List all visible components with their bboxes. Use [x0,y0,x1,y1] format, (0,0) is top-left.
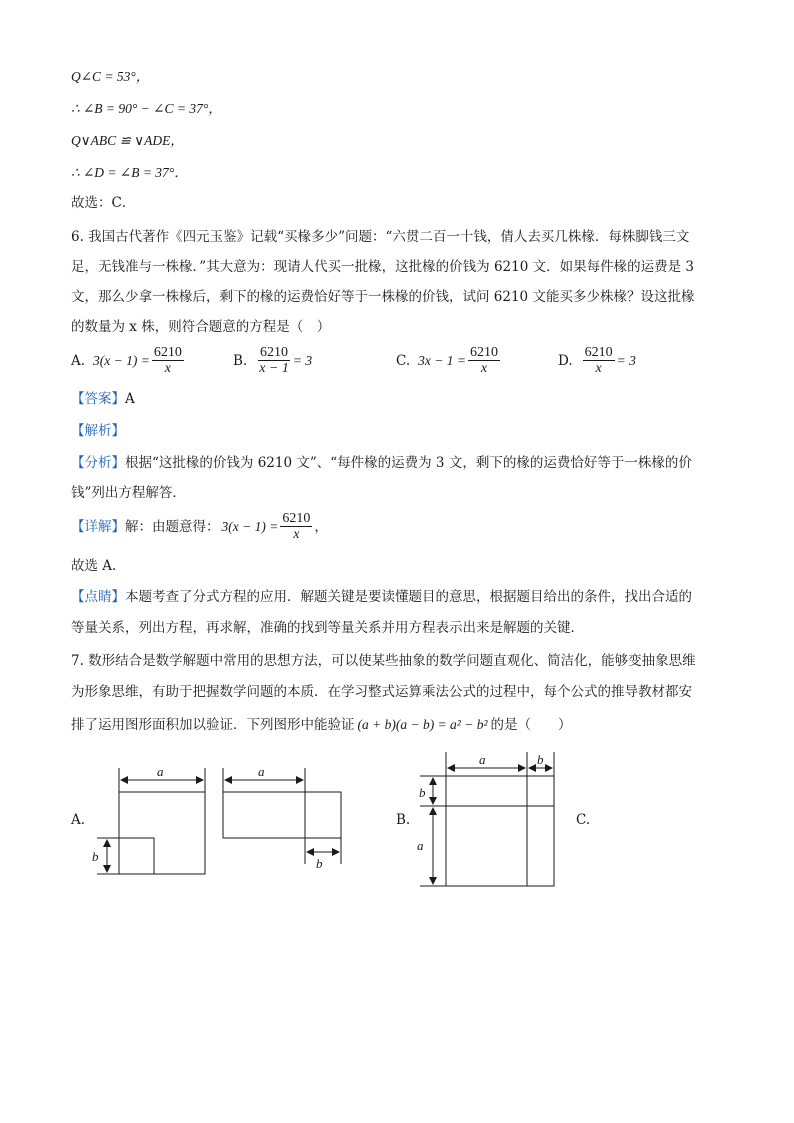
solution-line-1: Q∠C = 53°， [71,69,150,84]
option-fraction [583,345,615,376]
q7-text-3-post: 的是（ ） [490,717,572,733]
answer-row [71,390,135,408]
q6-text-4: 的数量为 x 株，则符合题意的方程是（ ） [71,319,331,335]
option-label: A. [71,352,86,369]
denominator: x − 1 [259,361,289,376]
option-label: B. [233,352,248,369]
numerator: 6210 [282,511,311,526]
figure-a-small-square [119,838,154,874]
q6-option-a [71,345,186,376]
figure-label-a: A. [71,812,86,828]
comment-row-1 [71,588,692,606]
figure-b-label-b-left: b [419,785,426,800]
q7-text-1: 7. 数形结合是数学解题中常用的思想方法，可以使某些抽象的数学问题直观化、简洁化，能够变抽象思维 [71,653,696,669]
q7-formula: (a + b)(a − b) = a² − b² [357,717,488,732]
numerator: 6210 [469,345,498,360]
q6-option-d [558,345,636,376]
option-label: C. [396,352,411,369]
figure-a [97,768,205,874]
option-fraction [468,345,500,376]
detail-row [71,511,328,542]
numerator: 6210 [153,345,182,360]
q6-text-2: 足，无钱准与一株椽．”其大意为：现请人代买一批椽，这批椽的价钱为 6210 文．如果每件椽的运费是 3 [71,259,694,275]
detail-fraction [280,511,312,542]
figure-b-label-a-top: a [479,752,486,767]
q6-text-1: 6. 我国古代著作《四元玉鉴》记载“买椽多少”问题：“六贯二百一十钱，倩人去买几株椽．每株脚钱三文 [71,229,690,245]
detail-end: ， [314,518,328,535]
solution-line-4: ∴ ∠D = ∠B = 37°． [71,165,188,180]
detail-lhs: 3(x − 1) = [221,518,279,534]
figure-a2-label-a: a [258,764,265,779]
detail-text: 解：由题意得： [125,518,220,535]
figure-label-b: B. [396,812,411,828]
figure-a-label-a: a [157,764,164,779]
option-rhs: = 3 [292,352,313,368]
figure-a-rectangle [223,792,341,838]
solution-line-3: Q∨ABC ≌ ∨ADE， [71,133,184,148]
denominator: x [480,361,488,376]
figure-label-c: C. [576,812,591,828]
figure-a2-label-b: b [316,856,323,871]
figure-b-label-b-top: b [537,752,544,767]
numerator: 6210 [584,345,613,360]
choose-row: 故选 A. [71,558,117,574]
figure-a-big-square [119,792,205,874]
option-lhs: 3x − 1 = [418,352,466,368]
option-label: D. [558,352,573,369]
denominator: x [595,361,602,376]
comment-text: 本题考查了分式方程的应用．解题关键是要读懂题目的意思，根据题目给出的条件，找出合适的 [125,589,692,605]
figure-b-square [446,776,554,886]
fenxi-tag: 【分析】 [71,455,125,471]
figure-a-label-b: b [92,849,99,864]
answer-value: A [125,391,135,407]
figure-b-label-a-left: a [417,838,424,853]
solution-line-2: ∴ ∠B = 90° − ∠C = 37°， [71,101,222,116]
analysis-row [71,422,125,440]
comment-tag: 【点睛】 [71,589,125,605]
q7-text-2: 为形象思维，有助于把握数学问题的本质．在学习整式运算乘法公式的过程中，每个公式的推导教材都安 [71,684,692,700]
option-lhs: 3(x − 1) = [93,352,150,368]
q6-text-3: 文，那么少拿一株椽后，剩下的椽的运费恰好等于一株椽的价钱，试问 6210 文能买多少株椽？设这批椽 [71,289,695,305]
fenxi-row-2: 钱”列出方程解答． [71,485,186,501]
fenxi-text: 根据“这批椽的价钱为 6210 文”、“每件椽的运费为 3 文，剩下的椽的运费恰好等于一株椽的价 [125,455,692,471]
fenxi-row-1 [71,454,692,472]
option-fraction [152,345,184,376]
option-rhs: = 3 [616,352,636,368]
detail-tag: 【详解】 [71,518,125,535]
q7-text-3 [71,716,572,734]
denominator: x [293,527,300,542]
q6-option-c [396,345,502,376]
q6-option-b [233,345,312,376]
figure-b [420,752,554,886]
answer-tag: 【答案】 [71,391,125,407]
q7-text-3-pre: 排了运用图形面积加以验证．下列图形中能验证 [71,717,355,733]
solution-choice: 故选：C． [71,195,136,211]
numerator: 6210 [260,345,289,360]
figure-a-rect [223,768,341,864]
comment-row-2: 等量关系，列出方程，再求解，准确的找到等量关系并用方程表示出来是解题的关键． [71,620,584,636]
denominator: x [164,361,171,376]
option-fraction [257,345,291,376]
analysis-tag: 【解析】 [71,423,125,439]
